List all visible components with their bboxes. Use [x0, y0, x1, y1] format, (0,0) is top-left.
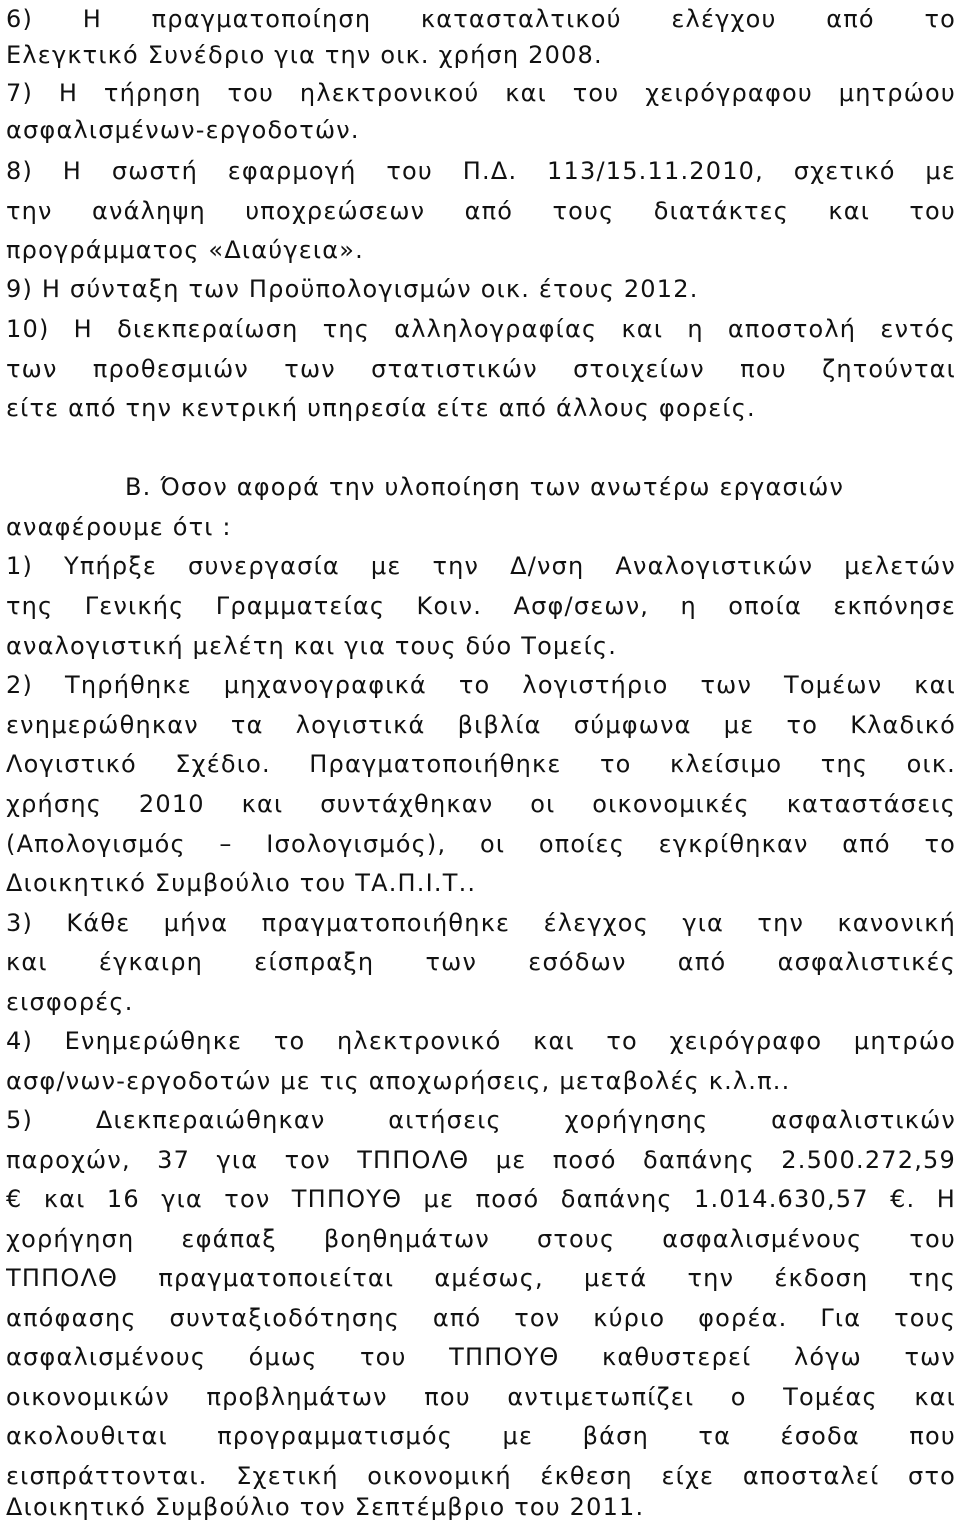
text-line: 3) Κάθε μήνα πραγματοποιήθηκε έλεγχος για την κανονική [6, 909, 956, 937]
text-line: προγράμματος «Διαύγεια». [6, 236, 364, 264]
text-line: ασφαλισμένων-εργοδοτών. [6, 116, 360, 144]
text-line: των προθεσμιών των στατιστικών στοιχείων που ζητούνται [6, 355, 956, 383]
text-line: χορήγηση εφάπαξ βοηθημάτων στους ασφαλισμένους του [6, 1225, 956, 1253]
text-line: χρήσης 2010 και συντάχθηκαν οι οικονομικές καταστάσεις [6, 790, 956, 818]
text-line: 4) Ενημερώθηκε το ηλεκτρονικό και το χειρόγραφο μητρώο [6, 1027, 956, 1055]
text-line: 10) Η διεκπεραίωση της αλληλογραφίας και η αποστολή εντός [6, 315, 956, 343]
text-line: 5) Διεκπεραιώθηκαν αιτήσεις χορήγησης ασφαλιστικών [6, 1106, 956, 1134]
text-line: Ελεγκτικό Συνέδριο για την οικ. χρήση 2008. [6, 41, 603, 69]
text-line: οικονομικών προβλημάτων που αντιμετωπίζει ο Τομέας και [6, 1383, 956, 1411]
text-line: € και 16 για τον ΤΠΠΟΥΘ με ποσό δαπάνης 1.014.630,57 €. Η [6, 1185, 956, 1213]
text-line: 8) Η σωστή εφαρμογή του Π.Δ. 113/15.11.2010, σχετικό με [6, 157, 956, 185]
text-line: εισπράττονται. Σχετική οικονομική έκθεση είχε αποσταλεί στο [6, 1462, 956, 1490]
text-line: και έγκαιρη είσπραξη των εσόδων από ασφαλιστικές [6, 948, 956, 976]
text-line: ασφ/νων-εργοδοτών με τις αποχωρήσεις, μεταβολές κ.λ.π.. [6, 1067, 791, 1095]
text-line: Λογιστικό Σχέδιο. Πραγματοποιήθηκε το κλείσιμο της οικ. [6, 750, 956, 778]
text-line: Διοικητικό Συμβούλιο τον Σεπτέμβριο του 2011. [6, 1493, 645, 1521]
text-line: 1) Υπήρξε συνεργασία με την Δ/νση Αναλογιστικών μελετών [6, 552, 956, 580]
text-line: 9) Η σύνταξη των Προϋπολογισμών οικ. έτους 2012. [6, 275, 699, 303]
text-line: 7) Η τήρηση του ηλεκτρονικού και του χειρόγραφου μητρώου [6, 79, 956, 107]
text-line: αναφέρουμε ότι : [6, 513, 232, 541]
text-line: Διοικητικό Συμβούλιο του ΤΑ.Π.Ι.Τ.. [6, 869, 477, 897]
text-line: της Γενικής Γραμματείας Κοιν. Ασφ/σεων, η οποία εκπόνησε [6, 592, 956, 620]
text-line: την ανάληψη υποχρεώσεων από τους διατάκτες και του [6, 197, 956, 225]
text-line: ενημερώθηκαν τα λογιστικά βιβλία σύμφωνα με το Κλαδικό [6, 711, 956, 739]
text-line: (Απολογισμός – Ισολογισμός), οι οποίες εγκρίθηκαν από το [6, 830, 956, 858]
text-line: ακολουθιται προγραμματισμός με βάση τα έσοδα που [6, 1422, 956, 1450]
text-line: αναλογιστική μελέτη και για τους δύο Τομείς. [6, 632, 618, 660]
text-line: ασφαλισμένους όμως του ΤΠΠΟΥΘ καθυστερεί λόγω των [6, 1343, 956, 1371]
text-line: 6) Η πραγματοποίηση κατασταλτικού ελέγχου από το [6, 5, 956, 33]
text-line: είτε από την κεντρική υπηρεσία είτε από άλλους φορείς. [6, 394, 756, 422]
text-line: εισφορές. [6, 988, 134, 1016]
section-heading: Β. Όσον αφορά την υλοποίηση των ανωτέρω εργασιών [125, 473, 845, 501]
text-line: ΤΠΠΟΛΘ πραγματοποιείται αμέσως, μετά την έκδοση της [6, 1264, 956, 1292]
text-line: απόφασης συνταξιοδότησης από τον κύριο φορέα. Για τους [6, 1304, 956, 1332]
text-line: παροχών, 37 για τον ΤΠΠΟΛΘ με ποσό δαπάνης 2.500.272,59 [6, 1146, 956, 1174]
text-line: 2) Τηρήθηκε μηχανογραφικά το λογιστήριο των Τομέων και [6, 671, 956, 699]
